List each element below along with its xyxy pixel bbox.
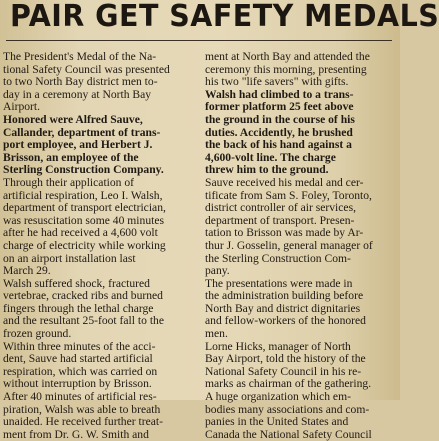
headline: PAIR GET SAFETY MEDALS [10,0,439,34]
text-line: duties. Accidently, he brushed [205,125,353,139]
text-line: respiration, which was carried on [3,364,158,378]
text-line: and fellow-workers of the honored [205,314,366,328]
text-line: A huge organization which em- [205,390,351,404]
text-line: the administration building before [205,289,364,303]
text-line: Walsh suffered shock, fractured [3,276,150,290]
text-line: his two "life savers" with gifts. [205,75,349,89]
text-line: Airport. [3,100,41,114]
text-line: department of transport. Presen- [205,213,355,227]
text-line: ment from Dr. G. W. Smith and [3,427,149,441]
text-line: Sterling Construction Company. [3,163,164,177]
text-line: panies in the United States and [205,415,349,429]
text-line: the Sterling Construction Com- [205,251,351,265]
text-line: artificial respiration, Leo I. Walsh, [3,188,163,202]
text-line: thur J. Gosselin, general manager of [205,238,373,252]
text-line: on an airport installation last [3,251,136,265]
text-line: Walsh had climbed to a trans- [205,87,354,101]
text-line: piration, Walsh was able to breath [3,402,161,416]
text-line: National Safety Council in his re- [205,364,362,378]
text-line: threw him to the ground. [205,163,329,177]
text-line: without interruption by Brisson. [3,377,152,391]
text-line: Within three minutes of the acci- [3,339,156,353]
text-line: marks as chairman of the gathering. [205,377,372,391]
text-line: former platform 25 feet above [205,100,354,114]
text-line: ment at North Bay and attended the [205,50,370,63]
text-line: The presentations were made in [205,276,353,290]
text-line: After 40 minutes of artificial res- [3,390,157,404]
headline-rule [6,40,392,41]
text-line: pany. [205,264,230,278]
text-line: 4,600-volt line. The charge [205,150,336,164]
text-line: Sauve received his medal and cer- [205,175,364,189]
text-line: after he had received a 4,600 volt [3,226,158,240]
text-line: North Bay and district dignitaries [205,301,361,315]
text-line: fingers through the lethal charge [3,301,154,315]
article-column-left [3,51,191,441]
text-line: unaided. He received further treat- [3,415,163,429]
text-line: Callander, department of trans- [3,125,161,139]
text-line: the back of his hand against a [205,138,352,152]
text-line: Brisson, an employee of the [3,150,139,164]
text-line: Lorne Hicks, manager of North [205,339,351,353]
text-line: frozen ground. [3,327,72,341]
text-line: was resuscitation some 40 minutes [3,213,164,227]
text-line: March 29. [3,264,51,278]
text-line: Honored were Alfred Sauve, [3,112,143,126]
text-line: ceremony this morning, presenting [205,62,367,76]
text-line: tional Safety Council was presented [3,62,170,76]
text-line: The President's Medal of the Na- [3,50,157,63]
text-line: bodies many associations and com- [205,402,370,416]
text-line: the ground in the course of his [205,112,355,126]
text-line: to two North Bay district men to- [3,75,158,89]
text-line: day in a ceremony at North Bay [3,87,152,101]
text-line: men. [205,327,228,341]
article-column-right [205,51,400,441]
text-line: department of transport electrician, [3,201,166,215]
text-line: Canada the National Safety Council [205,427,372,441]
text-line: and the resultant 25-foot fall to the [3,314,164,328]
text-line: tation to Brisson was made by Ar- [205,226,364,240]
text-line: district controller of air services, [205,201,356,215]
text-line: Through their application of [3,175,135,189]
text-line: port employee, and Herbert J. [3,138,153,152]
text-line: charge of electricity while working [3,238,166,252]
text-line: tificate from Sam S. Foley, Toronto, [205,188,372,202]
text-line: vertebrae, cracked ribs and burned [3,289,163,303]
text-line: dent, Sauve had started artificial [3,352,153,366]
text-line: Bay Airport, told the history of the [205,352,366,366]
